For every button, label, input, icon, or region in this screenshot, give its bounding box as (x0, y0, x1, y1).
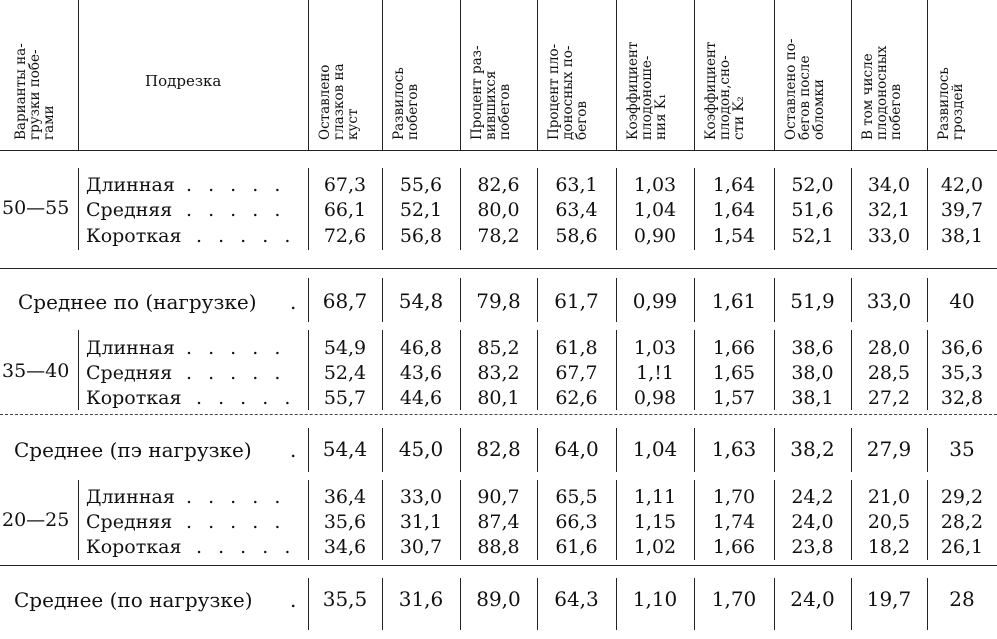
average-cell: 1,63 (711, 437, 757, 461)
column-divider (774, 168, 775, 250)
table-cell: 36,6 (940, 337, 984, 359)
table-cell: 63,1 (555, 174, 598, 196)
pruning-type-label: Длинная (86, 337, 175, 359)
table-cell: 1,66 (712, 337, 756, 359)
table-cell: 20,5 (867, 511, 911, 533)
table-cell: 42,0 (940, 174, 984, 196)
average-row-label: Среднее по (нагрузке) (18, 290, 257, 314)
table-cell: 85,2 (477, 337, 520, 359)
column-divider (308, 0, 309, 150)
average-cell: 45,0 (398, 437, 444, 461)
column-divider (308, 330, 309, 410)
table-cell: 1,03 (633, 174, 677, 196)
table-cell: 52,1 (791, 225, 834, 247)
header-col-5: Коэффициент плодоноше- ния K₁ (625, 41, 669, 140)
table-cell: 58,6 (555, 225, 598, 247)
column-divider (851, 278, 852, 322)
average-row-label: Среднее (по нагрузке) (14, 588, 253, 612)
average-cell: 28 (949, 587, 975, 611)
pruning-type-label: Короткая (86, 387, 182, 409)
load-range-label: 35—40 (2, 360, 70, 382)
table-cell: 24,2 (791, 486, 834, 508)
column-divider (616, 480, 617, 560)
average-cell: 61,7 (554, 289, 599, 313)
table-cell: 34,6 (323, 536, 367, 558)
average-cell: 38,2 (790, 437, 835, 461)
dot-leader: . . . . . (196, 387, 296, 409)
table-cell: 24,0 (791, 511, 834, 533)
column-divider (774, 480, 775, 560)
average-cell: 1,70 (711, 587, 757, 611)
table-cell: 52,0 (791, 174, 834, 196)
column-divider (78, 480, 79, 560)
column-divider (382, 278, 383, 322)
table-cell: 72,6 (323, 225, 367, 247)
pruning-type-label: Короткая (86, 536, 182, 558)
table-cell: 1,15 (633, 511, 677, 533)
header-col-3: Процент раз- вившихся побегов (469, 45, 513, 140)
table-cell: 1,04 (633, 199, 677, 221)
average-cell: 35,5 (322, 587, 368, 611)
table-cell: 61,6 (555, 536, 598, 558)
header-col-7: Оставлено по- бегов после обломки (783, 38, 827, 140)
table-cell: 1,74 (712, 511, 756, 533)
average-cell: 35 (949, 437, 975, 461)
column-divider (694, 278, 695, 322)
table-cell: 63,4 (555, 199, 598, 221)
table-cell: 1,!1 (636, 362, 674, 384)
header-col-2: Развилось побегов (391, 67, 421, 140)
column-divider (537, 0, 538, 150)
dot-leader: . . . . . (186, 362, 286, 384)
table-cell: 67,3 (323, 174, 367, 196)
column-divider (616, 278, 617, 322)
column-divider (460, 428, 461, 472)
column-divider (537, 480, 538, 560)
average-cell: 89,0 (476, 587, 521, 611)
dot-leader: . . . . . (186, 199, 286, 221)
column-divider (774, 578, 775, 630)
column-divider (537, 168, 538, 250)
column-divider (78, 330, 79, 410)
table-cell: 67,7 (555, 362, 598, 384)
table-cell: 65,5 (555, 486, 598, 508)
header-load-variants: Варианты на- грузки побе- гами (13, 43, 57, 140)
dot-leader: . . . . . (186, 511, 286, 533)
table-cell: 1,54 (712, 225, 756, 247)
table-cell: 30,7 (399, 536, 443, 558)
column-divider (308, 480, 309, 560)
table-cell: 32,8 (940, 387, 984, 409)
table-cell: 27,2 (867, 387, 911, 409)
table-cell: 62,6 (555, 387, 598, 409)
column-divider (308, 168, 309, 250)
average-dot: . (290, 438, 297, 462)
table-cell: 18,2 (867, 536, 911, 558)
column-divider (927, 168, 928, 250)
column-divider (694, 578, 695, 630)
column-divider (78, 0, 79, 150)
table-cell: 1,70 (712, 486, 756, 508)
table-cell: 28,5 (867, 362, 911, 384)
table-cell: 66,3 (555, 511, 598, 533)
column-divider (460, 578, 461, 630)
table-cell: 35,6 (323, 511, 367, 533)
table-cell: 88,8 (477, 536, 520, 558)
row-divider (0, 565, 997, 566)
column-divider (382, 578, 383, 630)
dot-leader: . . . . . (196, 536, 296, 558)
table-cell: 52,1 (399, 199, 443, 221)
table-cell: 1,11 (633, 486, 677, 508)
header-col-8: В том числе плодоносных побегов (860, 45, 904, 140)
table-cell: 28,0 (867, 337, 911, 359)
column-divider (851, 428, 852, 472)
column-divider (927, 0, 928, 150)
header-pruning: Подрезка (145, 72, 222, 90)
table-cell: 34,0 (867, 174, 911, 196)
column-divider (382, 330, 383, 410)
table-cell: 66,1 (323, 199, 367, 221)
table-cell: 1,64 (712, 199, 756, 221)
column-divider (616, 0, 617, 150)
table-cell: 55,7 (323, 387, 367, 409)
table-cell: 29,2 (940, 486, 984, 508)
column-divider (851, 0, 852, 150)
header-col-6: Коэффициент плодон‚сно- сти K₂ (703, 41, 747, 140)
column-divider (851, 330, 852, 410)
table-cell: 38,1 (791, 387, 834, 409)
table-cell: 38,6 (791, 337, 834, 359)
pruning-type-label: Длинная (86, 174, 175, 196)
average-cell: 0,99 (632, 289, 678, 313)
column-divider (616, 578, 617, 630)
average-cell: 40 (949, 289, 975, 313)
pruning-type-label: Короткая (86, 225, 182, 247)
table-cell: 23,8 (791, 536, 834, 558)
header-col-9: Развилось гроздей (936, 67, 966, 140)
table-cell: 52,4 (323, 362, 367, 384)
table-cell: 54,9 (323, 337, 367, 359)
table-cell: 61,8 (555, 337, 598, 359)
table-cell: 38,0 (791, 362, 834, 384)
average-cell: 1,61 (711, 289, 757, 313)
table-cell: 1,66 (712, 536, 756, 558)
column-divider (460, 168, 461, 250)
column-divider (694, 480, 695, 560)
column-divider (927, 480, 928, 560)
column-divider (460, 330, 461, 410)
table-cell: 1,57 (712, 387, 756, 409)
column-divider (927, 428, 928, 472)
average-cell: 54,8 (398, 289, 444, 313)
average-cell: 27,9 (866, 437, 912, 461)
column-divider (694, 428, 695, 472)
table-cell: 38,1 (940, 225, 984, 247)
table-cell: 21,0 (867, 486, 911, 508)
dot-leader: . . . . . (186, 174, 286, 196)
column-divider (460, 278, 461, 322)
table-cell: 1,64 (712, 174, 756, 196)
column-divider (308, 278, 309, 322)
average-cell: 33,0 (866, 289, 912, 313)
average-cell: 24,0 (790, 587, 835, 611)
table-cell: 1,03 (633, 337, 677, 359)
column-divider (537, 578, 538, 630)
average-cell: 54,4 (322, 437, 368, 461)
dot-leader: . . . . . (186, 337, 286, 359)
table-cell: 83,2 (477, 362, 520, 384)
average-cell: 31,6 (398, 587, 444, 611)
row-divider (0, 268, 997, 269)
table-cell: 28,2 (940, 511, 984, 533)
column-divider (460, 480, 461, 560)
column-divider (616, 330, 617, 410)
pruning-type-label: Средняя (86, 362, 173, 384)
table-cell: 26,1 (940, 536, 984, 558)
load-range-label: 50—55 (2, 197, 70, 219)
pruning-type-label: Средняя (86, 511, 173, 533)
column-divider (460, 0, 461, 150)
table-cell: 32,1 (867, 199, 911, 221)
table-cell: 51,6 (791, 199, 834, 221)
average-cell: 51,9 (790, 289, 835, 313)
dot-leader: . . . . . (196, 225, 296, 247)
table-cell: 1,65 (712, 362, 756, 384)
load-range-label: 20—25 (2, 509, 70, 531)
column-divider (927, 578, 928, 630)
table-cell: 44,6 (399, 387, 443, 409)
column-divider (694, 0, 695, 150)
table-cell: 1,02 (633, 536, 677, 558)
table-cell: 90,7 (477, 486, 520, 508)
column-divider (927, 330, 928, 410)
table-cell: 46,8 (399, 337, 443, 359)
column-divider (308, 428, 309, 472)
column-divider (78, 168, 79, 250)
average-cell: 68,7 (322, 289, 368, 313)
column-divider (774, 0, 775, 150)
table-cell: 80,1 (477, 387, 520, 409)
column-divider (537, 330, 538, 410)
table-cell: 82,6 (477, 174, 520, 196)
table-cell: 56,8 (399, 225, 443, 247)
average-cell: 64,3 (554, 587, 599, 611)
column-divider (382, 480, 383, 560)
average-cell: 79,8 (476, 289, 521, 313)
column-divider (774, 278, 775, 322)
average-row-label: Среднее (пэ нагрузке) (14, 438, 252, 462)
table-cell: 36,4 (323, 486, 367, 508)
dot-leader: . . . . . (186, 486, 286, 508)
column-divider (616, 428, 617, 472)
pruning-type-label: Средняя (86, 199, 173, 221)
table-cell: 31,1 (399, 511, 443, 533)
table-cell: 39,7 (940, 199, 984, 221)
average-cell: 82,8 (476, 437, 521, 461)
column-divider (694, 168, 695, 250)
row-divider (0, 414, 997, 415)
average-cell: 1,04 (632, 437, 678, 461)
column-divider (927, 278, 928, 322)
header-col-4: Процент пло- доносных по- бегов (546, 43, 590, 140)
table-cell: 0,90 (633, 225, 677, 247)
column-divider (616, 168, 617, 250)
table-cell: 80,0 (477, 199, 520, 221)
column-divider (774, 330, 775, 410)
table-cell: 55,6 (399, 174, 443, 196)
average-cell: 64,0 (554, 437, 599, 461)
column-divider (382, 168, 383, 250)
average-cell: 1,10 (632, 587, 678, 611)
column-divider (537, 278, 538, 322)
column-divider (308, 578, 309, 630)
pruning-type-label: Длинная (86, 486, 175, 508)
header-col-1: Оставлено глазков на куст (317, 63, 361, 140)
table-cell: 78,2 (477, 225, 520, 247)
table-cell: 0,98 (633, 387, 677, 409)
table-cell: 35,3 (940, 362, 984, 384)
column-divider (694, 330, 695, 410)
row-divider (0, 150, 997, 151)
average-cell: 19,7 (866, 587, 912, 611)
table-cell: 43,6 (399, 362, 443, 384)
average-dot: . (290, 588, 297, 612)
column-divider (774, 428, 775, 472)
column-divider (382, 0, 383, 150)
table-cell: 87,4 (477, 511, 520, 533)
table-cell: 33,0 (399, 486, 443, 508)
column-divider (851, 168, 852, 250)
table-cell: 33,0 (867, 225, 911, 247)
column-divider (851, 578, 852, 630)
average-dot: . (290, 290, 297, 314)
column-divider (537, 428, 538, 472)
column-divider (382, 428, 383, 472)
column-divider (851, 480, 852, 560)
